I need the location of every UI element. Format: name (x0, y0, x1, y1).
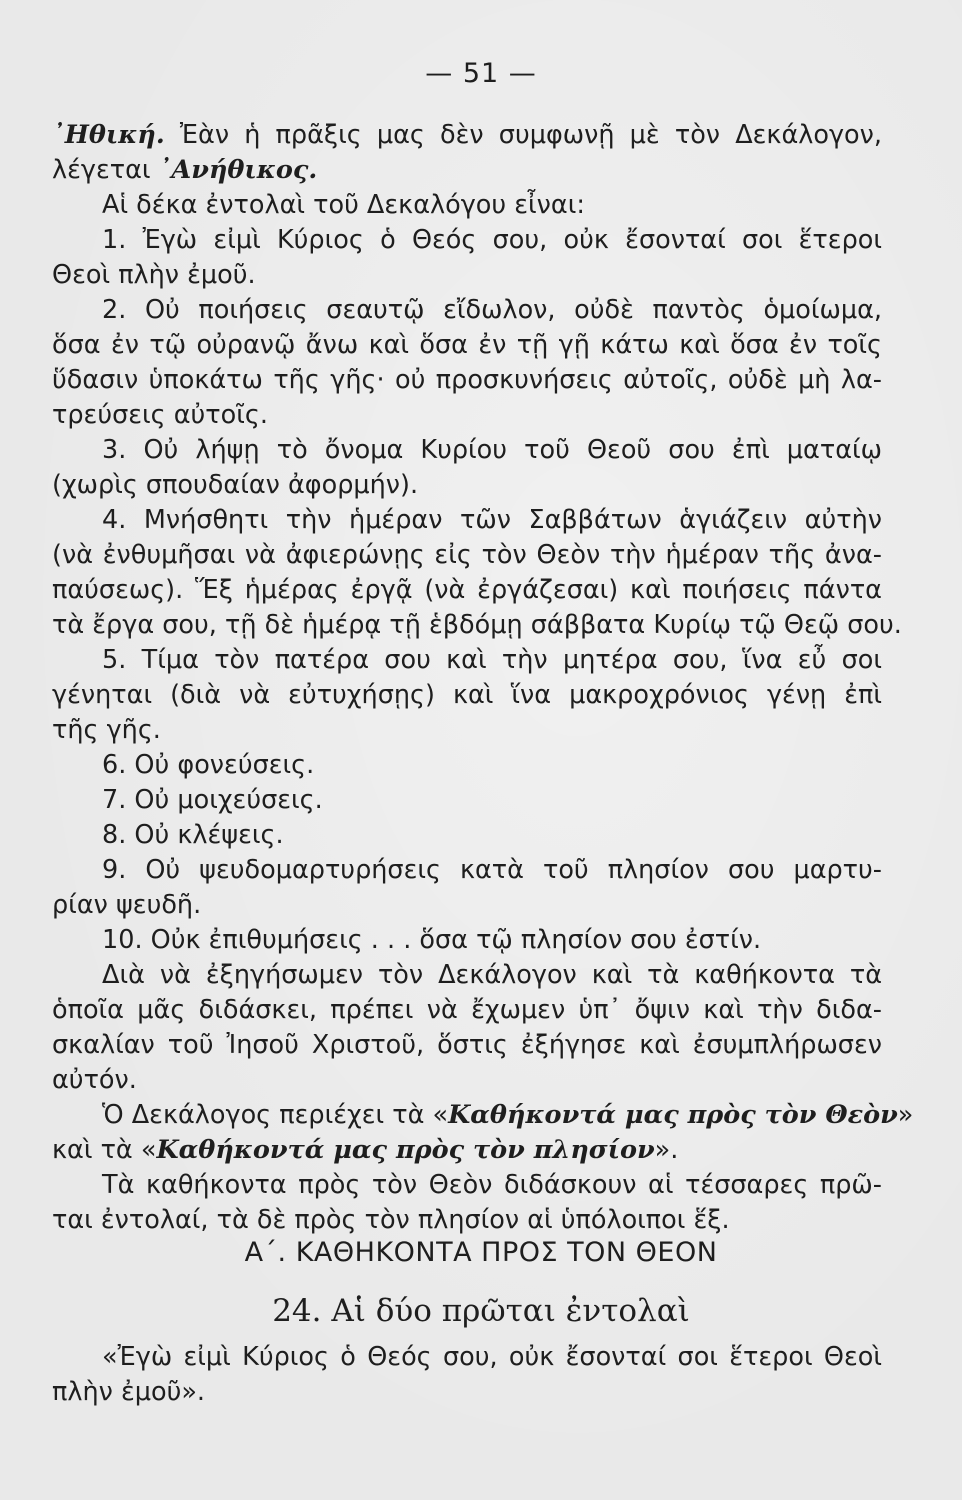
text-line (52, 328, 882, 363)
text-run: (χωρὶς σπουδαίαν ἀφορμήν). (52, 470, 419, 500)
text-run: λέγεται (52, 155, 159, 185)
text-run: αὐτόν. (52, 1065, 137, 1095)
text-run: Αἱ δέκα ἐντολαὶ τοῦ Δεκαλόγου εἶναι: (102, 190, 585, 220)
text-line (52, 223, 882, 258)
text-line (52, 608, 902, 643)
text-run: σκαλίαν τοῦ Ἰησοῦ Χριστοῦ, ὅστις ἐξήγησε καὶ ἐσυμπλήρωσεν (52, 1030, 882, 1060)
text-run: 8. Οὐ κλέψεις. (102, 820, 284, 850)
text-line (52, 1133, 882, 1168)
text-run: τὰ ἔργα σου, τῇ δὲ ἡμέρᾳ τῇ ἑβδόμῃ σάββατα Κυρίῳ τῷ Θεῷ σου. (52, 610, 902, 640)
text-line (52, 1340, 882, 1375)
text-run: 4. Μνήσθητι τὴν ἡμέραν τῶν Σαββάτων ἁγιάζειν αὐτὴν (102, 505, 882, 535)
text-run: καὶ τὰ « (52, 1135, 157, 1165)
text-line (52, 538, 882, 573)
text-line (52, 783, 882, 818)
text-line (52, 503, 882, 538)
text-line (52, 853, 882, 888)
text-line (52, 1203, 882, 1238)
text-run: ὅσα ἐν τῷ οὐρανῷ ἄνω καὶ ὅσα ἐν τῇ γῇ κάτω καὶ ὅσα ἐν τοῖς (52, 330, 882, 360)
text-line (52, 958, 882, 993)
text-line (52, 258, 882, 293)
text-line (52, 1028, 882, 1063)
text-line (52, 993, 882, 1028)
text-line (52, 1063, 882, 1098)
subsection-heading: 24. Αἱ δύο πρῶται ἐντολαὶ (272, 1293, 690, 1329)
text-line (52, 398, 882, 433)
body-text (52, 118, 914, 1238)
text-run: 5. Τίμα τὸν πατέρα σου καὶ τὴν μητέρα σου, ἵνα εὖ σοι (102, 645, 882, 675)
text-run: Ἐὰν ἡ πρᾶξις μας δὲν συμφωνῇ μὲ τὸν Δεκάλογον, (164, 120, 882, 150)
text-line (52, 153, 882, 188)
quote-block (52, 1340, 882, 1410)
emphasis-text: ᾽Ανήθικος. (158, 155, 318, 185)
text-line (52, 643, 882, 678)
emphasis-text: Καθήκοντά μας πρὸς τὸν πλησίον (156, 1135, 655, 1165)
emphasis-text: ᾽Ηθική. (52, 120, 165, 150)
section-heading: Α΄. ΚΑΘΗΚΟΝΤΑ ΠΡΟΣ ΤΟΝ ΘΕΟΝ (244, 1237, 718, 1268)
text-run: ται ἐντολαί, τὰ δὲ πρὸς τὸν πλησίον αἱ ὑπόλοιποι ἕξ. (52, 1205, 730, 1235)
text-line (52, 433, 882, 468)
text-run: παύσεως). Ἕξ ἡμέρας ἐργᾷ (νὰ ἐργάζεσαι) καὶ ποιήσεις πάντα (52, 575, 882, 605)
text-line (52, 363, 882, 398)
text-run: Ὁ Δεκάλογος περιέχει τὰ « (102, 1100, 449, 1130)
text-run: τῆς γῆς. (52, 715, 161, 745)
text-line (52, 748, 882, 783)
text-run: γένηται (διὰ νὰ εὐτυχήσῃς) καὶ ἵνα μακροχρόνιος γένῃ ἐπὶ (52, 680, 882, 710)
text-run: ρίαν ψευδῆ. (52, 890, 202, 920)
text-run: Θεοὶ πλὴν ἐμοῦ. (52, 260, 256, 290)
text-run: τρεύσεις αὐτοῖς. (52, 400, 268, 430)
text-run: πλὴν ἐμοῦ». (52, 1377, 206, 1407)
text-line (52, 468, 882, 503)
text-line (52, 188, 882, 223)
text-line (52, 1375, 882, 1410)
text-line (52, 118, 882, 153)
text-run: 7. Οὐ μοιχεύσεις. (102, 785, 323, 815)
text-run: Τὰ καθήκοντα πρὸς τὸν Θεὸν διδάσκουν αἱ τέσσαρες πρῶ- (102, 1170, 882, 1200)
emphasis-text: Καθήκοντά μας πρὸς τὸν Θεὸν (448, 1100, 898, 1130)
text-line (52, 678, 882, 713)
text-run: 9. Οὐ ψευδομαρτυρήσεις κατὰ τοῦ πλησίον σου μαρτυ- (102, 855, 882, 885)
text-run: Διὰ νὰ ἐξηγήσωμεν τὸν Δεκάλογον καὶ τὰ καθήκοντα τὰ (102, 960, 882, 990)
text-run: 10. Οὐκ ἐπιθυμήσεις . . . ὅσα τῷ πλησίον σου ἐστίν. (102, 925, 762, 955)
text-run: ». (654, 1135, 679, 1165)
text-run: » (897, 1100, 914, 1130)
text-run: ὁποῖα μᾶς διδάσκει, πρέπει νὰ ἔχωμεν ὑπ᾽ ὄψιν καὶ τὴν διδα- (52, 995, 882, 1025)
text-run: (νὰ ἐνθυμῆσαι νὰ ἀφιερώνῃς εἰς τὸν Θεὸν τὴν ἡμέραν τῆς ἀνα- (52, 540, 882, 570)
text-line (52, 818, 882, 853)
text-line (52, 293, 882, 328)
text-run: 2. Οὐ ποιήσεις σεαυτῷ εἴδωλον, οὐδὲ παντὸς ὁμοίωμα, (102, 295, 882, 325)
text-run: 6. Οὐ φονεύσεις. (102, 750, 315, 780)
page-number: — 51 — (425, 58, 537, 89)
text-run: «Ἐγὼ εἰμὶ Κύριος ὁ Θεός σου, οὐκ ἔσονταί σοι ἕτεροι Θεοὶ (102, 1342, 882, 1372)
text-line (52, 573, 882, 608)
text-line (52, 1168, 882, 1203)
text-run: 3. Οὐ λήψῃ τὸ ὄνομα Κυρίου τοῦ Θεοῦ σου ἐπὶ ματαίῳ (102, 435, 882, 465)
text-line (52, 888, 882, 923)
text-line (52, 1098, 914, 1133)
text-run: 1. Ἐγὼ εἰμὶ Κύριος ὁ Θεός σου, οὐκ ἔσονταί σοι ἕτεροι (102, 225, 882, 255)
text-run: ὕδασιν ὑποκάτω τῆς γῆς· οὐ προσκυνήσεις αὐτοῖς, οὐδὲ μὴ λα- (52, 365, 882, 395)
text-line (52, 713, 882, 748)
text-line (52, 923, 882, 958)
